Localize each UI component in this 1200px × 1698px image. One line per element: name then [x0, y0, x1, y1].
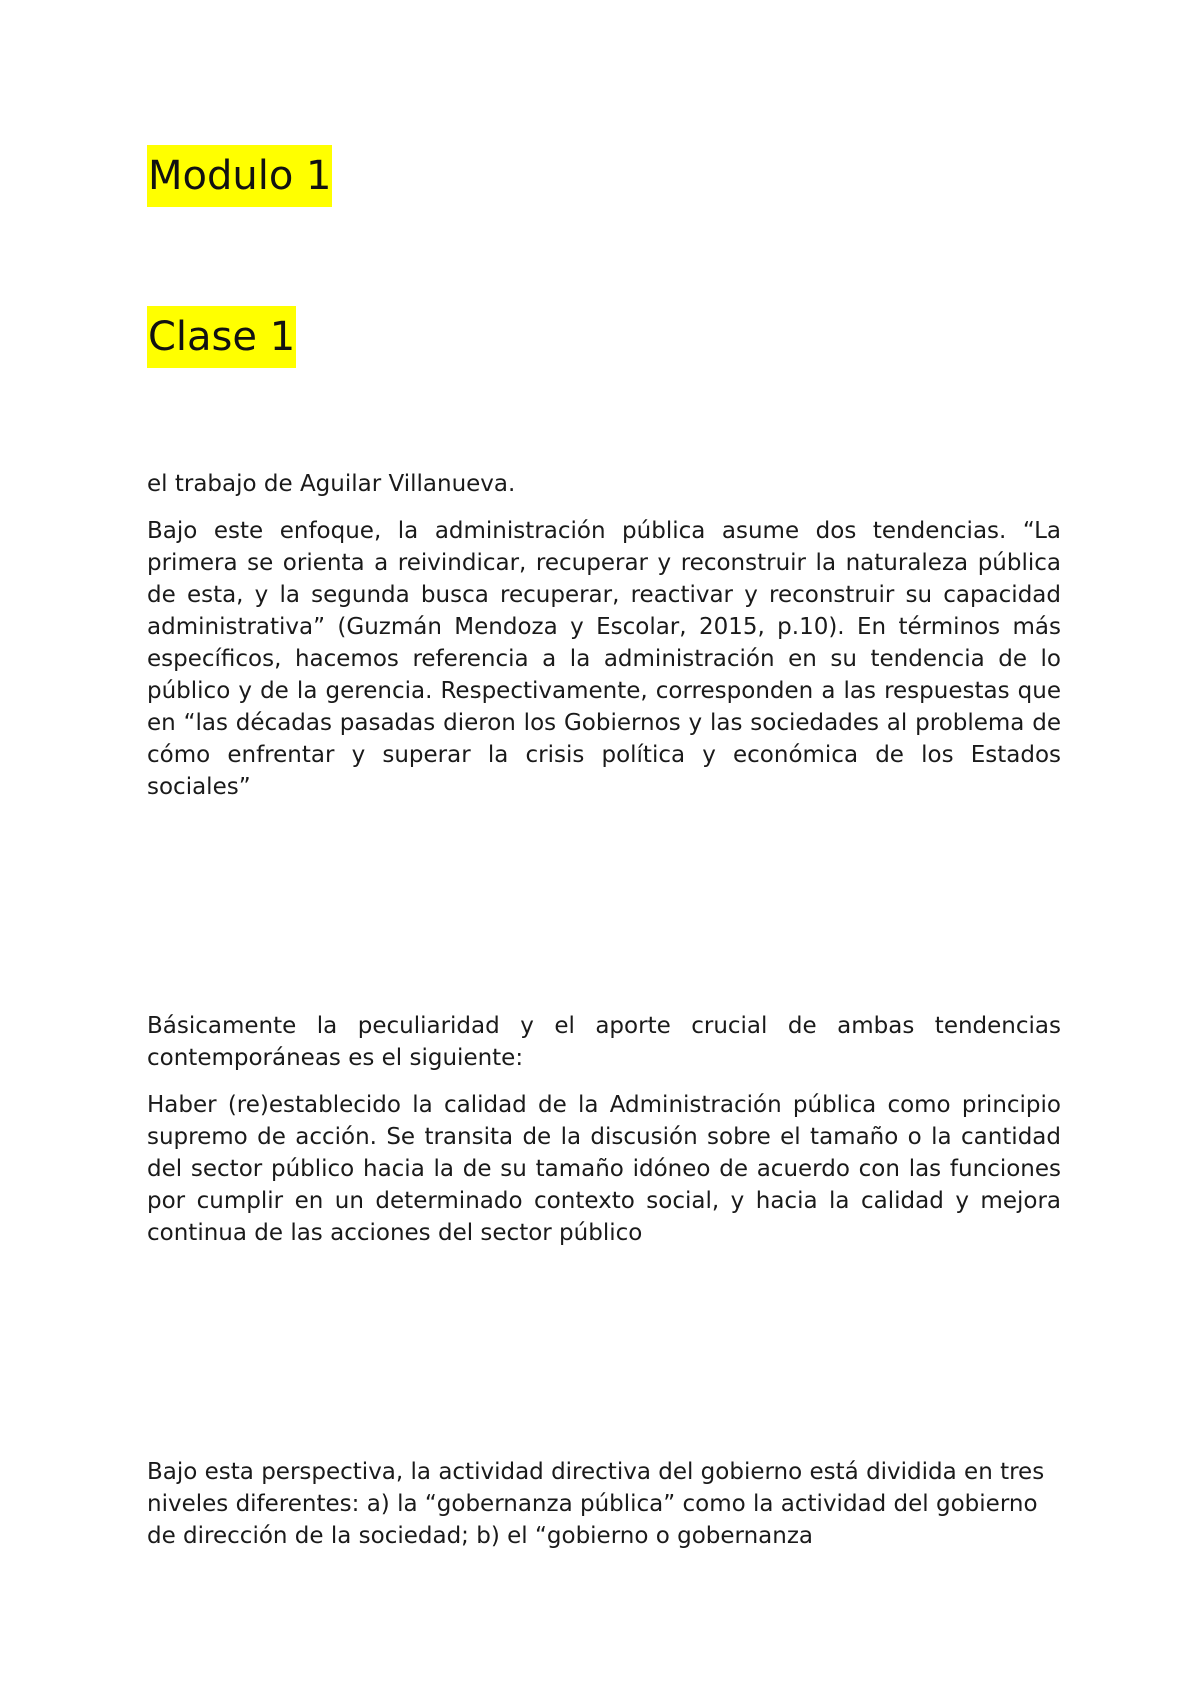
class-heading: Clase 1	[147, 306, 296, 368]
intro-paragraph: el trabajo de Aguilar Villanueva.	[147, 471, 516, 497]
approach-paragraph: Bajo este enfoque, la administración pública asume dos tendencias. “La primera se orienta a reivindicar, recuperar y reconstruir la naturaleza pública de esta, y la segunda busca recuperar, reactivar y reconstruir su capacidad administrativa” (Guzmán Mendoza y Escolar, 2015, p.10). En términos más específicos, hacemos referencia a la administración en su tendencia de lo público y de la gerencia. Respectivamente, corresponden a las respuestas que en “las décadas pasadas dieron los Gobiernos y las sociedades al problema de cómo enfrentar y superar la crisis política y económica de los Estados sociales”	[147, 518, 1061, 800]
peculiarity-paragraph: Básicamente la peculiaridad y el aporte crucial de ambas tendencias contemporáneas es el siguiente:	[147, 1013, 1061, 1071]
perspective-paragraph: Bajo esta perspectiva, la actividad directiva del gobierno está dividida en tres niveles diferentes: a) la “gobernanza pública” como la actividad del gobierno de dirección de la sociedad; b) el “gobierno o gobernanza	[147, 1459, 1045, 1549]
module-heading: Modulo 1	[147, 145, 332, 207]
quality-paragraph: Haber (re)establecido la calidad de la Administración pública como principio supremo de acción. Se transita de la discusión sobre el tamaño o la cantidad del sector público hacia la de su tamaño idóneo de acuerdo con las funciones por cumplir en un determinado contexto social, y hacia la calidad y mejora continua de las acciones del sector público	[147, 1092, 1061, 1246]
